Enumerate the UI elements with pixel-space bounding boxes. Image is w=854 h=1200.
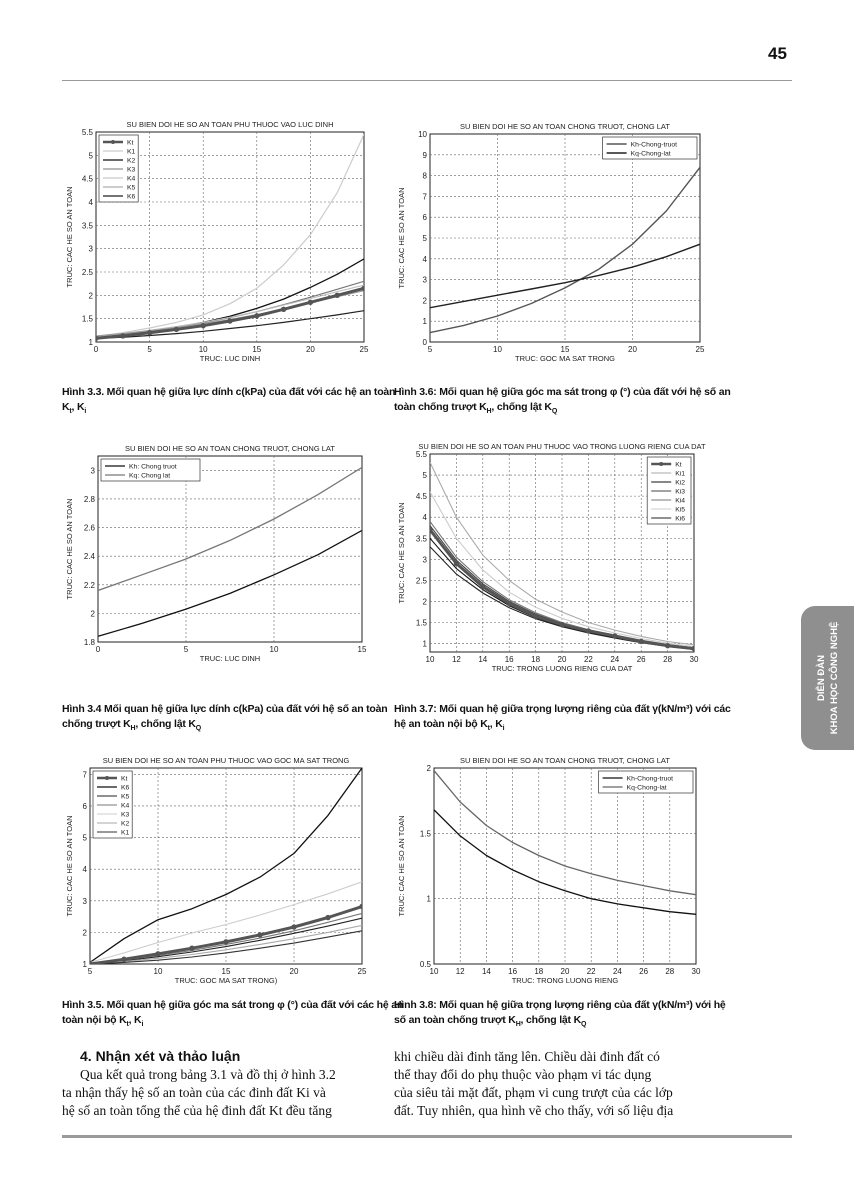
y-tick-label: 2 xyxy=(90,609,95,619)
x-axis-label: TRUC: GOC MA SAT TRONG) xyxy=(174,976,278,985)
legend-label: K4 xyxy=(127,175,136,183)
legend-label: Kq-Chong-lat xyxy=(626,784,667,792)
series-point xyxy=(255,314,259,318)
x-tick-label: 5 xyxy=(427,345,433,354)
legend xyxy=(599,771,693,793)
body-right-line-4: đất. Tuy nhiên, qua hình vẽ cho thấy, với số liệu địa xyxy=(394,1103,674,1118)
y-axis-label: TRUC: CAC HE SO AN TOAN xyxy=(397,187,406,289)
footer-divider xyxy=(62,1135,792,1138)
x-tick-label: 28 xyxy=(665,967,675,976)
series-point xyxy=(147,330,151,334)
chart-title: SU BIEN DOI HE SO AN TOAN PHU THUOC VAO LUC DINH xyxy=(126,120,334,129)
caption-fig35-line2: toàn nội bộ K xyxy=(62,1014,127,1026)
y-tick-label: 4 xyxy=(422,513,427,523)
y-tick-label: 7 xyxy=(82,770,87,780)
legend-label: Ki3 xyxy=(675,488,686,496)
header-divider xyxy=(62,80,792,81)
legend xyxy=(603,137,697,159)
legend-marker xyxy=(659,462,663,466)
legend-label: Kt xyxy=(675,461,682,469)
y-tick-label: 4.5 xyxy=(415,492,427,502)
caption-fig36-line2: toàn chống trượt K xyxy=(394,401,487,413)
x-tick-label: 10 xyxy=(425,655,435,664)
x-tick-label: 15 xyxy=(221,967,231,976)
y-tick-label: 2 xyxy=(422,597,427,607)
chart-title: SU BIEN DOI HE SO AN TOAN CHONG TRUOT, CHONG LAT xyxy=(460,756,670,765)
caption-fig37-line2: hệ an toàn nội bộ K xyxy=(394,718,488,730)
series-point xyxy=(335,293,339,297)
caption-fig38-sub2: Q xyxy=(580,1021,587,1029)
y-tick-label: 2.5 xyxy=(81,268,93,277)
y-tick-label: 1 xyxy=(88,338,93,347)
x-tick-label: 5 xyxy=(147,345,152,354)
legend-label: K6 xyxy=(121,784,130,792)
legend-label: K5 xyxy=(127,184,136,192)
legend xyxy=(93,771,132,838)
caption-fig36 xyxy=(394,385,774,419)
y-tick-label: 6 xyxy=(422,213,427,223)
chart-fig33 xyxy=(62,118,374,368)
legend-label: K5 xyxy=(121,793,130,801)
body-left-line-1: Qua kết quả trong bảng 3.1 và đồ thị ở hình 3.2 xyxy=(80,1067,336,1082)
x-tick-label: 24 xyxy=(612,967,622,976)
caption-fig36-mid: , chống lật K xyxy=(491,401,552,413)
caption-fig33-sub1: t xyxy=(69,408,72,416)
y-tick-label: 0.5 xyxy=(419,960,431,969)
caption-fig33-line1: Hình 3.3. Mối quan hệ giữa lực dính c(kPa) của đất với các hệ an toàn xyxy=(62,386,396,398)
caption-fig38-line2: số an toàn chống trượt K xyxy=(394,1014,516,1026)
y-tick-label: 5 xyxy=(422,234,427,243)
chart-svg-fig38 xyxy=(394,750,706,985)
y-tick-label: 2.4 xyxy=(83,552,95,562)
y-tick-label: 2.8 xyxy=(83,494,95,504)
series-point xyxy=(228,319,232,323)
y-tick-label: 2 xyxy=(426,764,431,773)
caption-fig34-line1: Hình 3.4 Mối quan hệ giữa lực dính c(kPa) của đất với hệ số an toàn xyxy=(62,703,388,715)
caption-fig35-sub2: i xyxy=(141,1021,144,1029)
legend xyxy=(99,135,138,202)
y-tick-label: 1.8 xyxy=(83,638,95,647)
x-tick-label: 20 xyxy=(560,967,570,976)
caption-fig33-line2: K xyxy=(62,401,70,413)
x-axis-label: TRUC: TRONG LUONG RIENG CUA DAT xyxy=(491,664,633,673)
chart-fig34 xyxy=(62,436,374,671)
y-tick-label: 2 xyxy=(88,291,93,301)
series-point xyxy=(533,614,537,618)
x-tick-label: 18 xyxy=(534,967,544,976)
x-tick-label: 15 xyxy=(252,345,262,354)
caption-fig37-sep: , K xyxy=(489,718,503,730)
series-point xyxy=(308,300,312,304)
caption-fig35-sep: , K xyxy=(128,1014,142,1026)
x-tick-label: 12 xyxy=(451,655,461,664)
legend-label: K3 xyxy=(127,166,136,174)
x-tick-label: 10 xyxy=(429,967,439,976)
x-tick-label: 28 xyxy=(663,655,673,664)
chart-svg-fig37 xyxy=(394,436,706,676)
series-point xyxy=(454,561,458,565)
y-tick-label: 1 xyxy=(426,894,431,904)
body-right-column xyxy=(394,1048,712,1120)
x-tick-label: 20 xyxy=(305,345,315,354)
series-point xyxy=(362,286,366,290)
y-axis-label: TRUC: CAC HE SO AN TOAN xyxy=(65,815,74,917)
legend-label: K6 xyxy=(127,193,136,201)
caption-fig33 xyxy=(62,385,442,419)
y-tick-label: 5 xyxy=(88,151,93,161)
legend-label: K2 xyxy=(121,820,130,828)
caption-fig35-sub1: t xyxy=(126,1021,129,1029)
x-axis-label: TRUC: LUC DINH xyxy=(199,654,261,663)
plot-area xyxy=(98,456,362,642)
x-axis-label: TRUC: GOC MA SAT TRONG xyxy=(514,354,616,363)
x-tick-label: 14 xyxy=(478,655,488,664)
series-point xyxy=(586,629,590,633)
legend xyxy=(647,457,691,524)
series-point xyxy=(360,904,364,908)
chart-title: SU BIEN DOI HE SO AN TOAN PHU THUOC VAO TRONG LUONG RIENG CUA DAT xyxy=(418,442,706,451)
y-tick-label: 1 xyxy=(422,639,427,649)
chart-title: SU BIEN DOI HE SO AN TOAN PHU THUOC VAO GOC MA SAT TRONG xyxy=(102,756,350,765)
x-tick-label: 10 xyxy=(493,345,502,354)
caption-fig38 xyxy=(394,998,774,1032)
legend-label: Kh-Chong-truot xyxy=(630,141,678,149)
chart-fig37 xyxy=(394,436,706,676)
chart-fig38 xyxy=(394,750,706,985)
caption-fig36-sub1: H xyxy=(486,408,492,416)
x-tick-label: 5 xyxy=(183,645,189,654)
y-tick-label: 5.5 xyxy=(415,450,427,459)
caption-fig35-line1: Hình 3.5. Mối quan hệ giữa góc ma sát trong φ (°) của đất với các hệ an xyxy=(62,999,404,1011)
x-tick-label: 25 xyxy=(359,345,369,354)
series-point xyxy=(507,601,511,605)
series-point xyxy=(560,622,564,626)
y-tick-label: 2.5 xyxy=(415,576,427,586)
body-left-column xyxy=(62,1066,376,1120)
section-side-tab xyxy=(801,606,854,750)
y-tick-label: 2.6 xyxy=(83,523,95,533)
y-axis-label: TRUC: CAC HE SO AN TOAN xyxy=(397,815,406,917)
legend-label: Ki1 xyxy=(675,470,686,478)
x-tick-label: 30 xyxy=(689,655,699,664)
x-tick-label: 22 xyxy=(583,655,593,664)
y-tick-label: 4.5 xyxy=(81,174,93,184)
y-tick-label: 3 xyxy=(422,555,427,565)
y-tick-label: 3 xyxy=(88,244,93,254)
chart-svg-fig36 xyxy=(394,118,706,368)
chart-fig35 xyxy=(62,750,374,985)
caption-fig36-line1: Hình 3.6: Mối quan hệ giữa góc ma sát trong φ (°) của đất với hệ số an xyxy=(394,386,731,398)
caption-fig38-mid: , chống lật K xyxy=(520,1014,581,1026)
y-tick-label: 1 xyxy=(82,960,87,969)
legend-label: Kq-Chong-lat xyxy=(630,150,671,158)
series-point xyxy=(224,940,228,944)
legend-marker xyxy=(105,776,109,780)
series-point xyxy=(201,323,205,327)
series-point xyxy=(481,585,485,589)
body-left-line-2: ta nhận thấy hệ số an toàn của các đinh đất Ki và xyxy=(62,1085,326,1100)
series-point xyxy=(639,639,643,643)
y-tick-label: 1.5 xyxy=(81,314,93,324)
y-tick-label: 2.2 xyxy=(83,580,95,590)
caption-fig38-sub1: H xyxy=(515,1021,521,1029)
section-heading: 4. Nhận xét và thảo luận xyxy=(80,1048,241,1064)
body-right-line-2: thể thay đổi do phụ thuộc vào phạm vi tác dụng xyxy=(394,1067,652,1082)
legend-label: Kq: Chong lat xyxy=(129,472,171,480)
y-tick-label: 9 xyxy=(422,150,427,160)
x-tick-label: 20 xyxy=(628,345,637,354)
y-tick-label: 5.5 xyxy=(81,128,93,137)
x-tick-label: 10 xyxy=(153,967,163,976)
x-axis-label: TRUC: LUC DINH xyxy=(199,354,261,363)
series-point xyxy=(258,933,262,937)
caption-fig36-sub2: Q xyxy=(551,408,558,416)
legend-marker xyxy=(111,140,115,144)
x-tick-label: 20 xyxy=(557,655,567,664)
y-tick-label: 8 xyxy=(422,171,427,181)
legend-label: Ki2 xyxy=(675,479,686,487)
series-point xyxy=(428,528,432,532)
body-left-line-3: hệ số an toàn tổng thể của hệ đinh đất Kt đều tăng xyxy=(62,1103,332,1118)
x-tick-label: 18 xyxy=(531,655,541,664)
caption-fig35 xyxy=(62,998,442,1032)
legend-label: Kt xyxy=(127,139,134,147)
caption-fig34-mid: , chống lật K xyxy=(135,718,196,730)
series-point xyxy=(292,925,296,929)
legend-label: Kt xyxy=(121,775,128,783)
chart-svg-fig34 xyxy=(62,436,374,671)
y-tick-label: 7 xyxy=(422,192,427,202)
y-tick-label: 6 xyxy=(82,801,87,811)
y-tick-label: 4 xyxy=(82,865,87,875)
caption-fig33-sep: , K xyxy=(71,401,85,413)
series-point xyxy=(326,915,330,919)
series-point xyxy=(190,946,194,950)
caption-fig37-sub1: t xyxy=(487,725,490,733)
legend-label: K1 xyxy=(127,148,136,156)
legend-label: K1 xyxy=(121,829,130,837)
x-tick-label: 5 xyxy=(87,967,93,976)
x-tick-label: 30 xyxy=(691,967,701,976)
legend-label: Ki6 xyxy=(675,515,686,523)
caption-fig38-line1: Hình 3.8: Mối quan hệ giữa trọng lượng riêng của đất γ(kN/m³) với hệ xyxy=(394,999,726,1011)
legend-label: K3 xyxy=(121,811,130,819)
x-tick-label: 0 xyxy=(93,345,99,354)
caption-fig37-line1: Hình 3.7: Mối quan hệ giữa trọng lượng riêng của đất γ(kN/m³) với các xyxy=(394,703,731,715)
x-tick-label: 20 xyxy=(289,967,299,976)
x-tick-label: 26 xyxy=(639,967,649,976)
side-tab-line1: DIỄN ĐÀN xyxy=(815,655,827,701)
series-point xyxy=(94,336,98,340)
x-tick-label: 25 xyxy=(695,345,705,354)
series-point xyxy=(281,307,285,311)
caption-fig37-sub2: i xyxy=(502,725,505,733)
legend-label: Ki4 xyxy=(675,497,686,505)
x-tick-label: 12 xyxy=(455,967,465,976)
series-point xyxy=(121,334,125,338)
series-point xyxy=(122,957,126,961)
caption-fig37 xyxy=(394,702,774,736)
x-tick-label: 15 xyxy=(357,645,367,654)
x-tick-label: 22 xyxy=(586,967,596,976)
caption-fig34-sub2: Q xyxy=(195,725,201,733)
y-tick-label: 1 xyxy=(422,317,427,327)
side-tab-line2: KHOA HỌC CÔNG NGHỆ xyxy=(828,621,840,735)
legend xyxy=(101,459,200,481)
legend-label: Kh-Chong-truot xyxy=(626,775,674,783)
x-tick-label: 10 xyxy=(198,345,208,354)
chart-fig36 xyxy=(394,118,706,368)
y-tick-label: 2 xyxy=(422,296,427,306)
y-tick-label: 2 xyxy=(82,928,87,938)
series-point xyxy=(174,327,178,331)
y-tick-label: 4 xyxy=(422,254,427,264)
caption-fig33-sub2: i xyxy=(84,408,87,416)
legend-label: K2 xyxy=(127,157,136,165)
page-number: 45 xyxy=(768,44,787,63)
series-point xyxy=(88,962,92,966)
y-tick-label: 3 xyxy=(422,275,427,285)
chart-title: SU BIEN DOI HE SO AN TOAN CHONG TRUOT, CHONG LAT xyxy=(125,444,335,453)
caption-fig34-line2: chống trượt K xyxy=(62,718,131,730)
x-tick-label: 14 xyxy=(481,967,491,976)
legend-label: Ki5 xyxy=(675,506,686,514)
y-axis-label: TRUC: CAC HE SO AN TOAN xyxy=(397,502,406,604)
caption-fig34 xyxy=(62,702,442,736)
chart-svg-fig35 xyxy=(62,750,374,985)
y-tick-label: 3 xyxy=(90,466,95,476)
x-tick-label: 16 xyxy=(504,655,514,664)
x-tick-label: 16 xyxy=(508,967,518,976)
y-tick-label: 5 xyxy=(422,471,427,481)
series-point xyxy=(665,643,669,647)
x-tick-label: 25 xyxy=(357,967,367,976)
x-tick-label: 10 xyxy=(269,645,279,654)
y-tick-label: 5 xyxy=(82,833,87,843)
series-point xyxy=(613,634,617,638)
legend-label: K4 xyxy=(121,802,130,810)
x-tick-label: 0 xyxy=(95,645,101,654)
y-tick-label: 3 xyxy=(82,896,87,906)
chart-title: SU BIEN DOI HE SO AN TOAN CHONG TRUOT, CHONG LAT xyxy=(460,122,670,131)
series-point xyxy=(156,952,160,956)
body-right-line-1: khi chiều dài đinh tăng lên. Chiều dài đinh đất có xyxy=(394,1049,660,1064)
body-right-line-3: của siêu tải mặt đất, phạm vi cung trượt của các lớp xyxy=(394,1085,673,1100)
y-tick-label: 3.5 xyxy=(81,221,93,231)
y-tick-label: 3.5 xyxy=(415,534,427,544)
y-tick-label: 1.5 xyxy=(415,618,427,628)
series-point xyxy=(692,646,696,650)
x-tick-label: 26 xyxy=(636,655,646,664)
x-tick-label: 15 xyxy=(560,345,570,354)
y-axis-label: TRUC: CAC HE SO AN TOAN xyxy=(65,186,74,288)
y-tick-label: 1.5 xyxy=(419,829,431,839)
x-axis-label: TRUC: TRONG LUONG RIENG xyxy=(511,976,619,985)
y-tick-label: 10 xyxy=(418,130,427,139)
y-tick-label: 4 xyxy=(88,198,93,207)
legend-label: Kh: Chong truot xyxy=(129,463,177,471)
caption-fig34-sub1: H xyxy=(130,725,136,733)
x-tick-label: 24 xyxy=(610,655,620,664)
chart-svg-fig33 xyxy=(62,118,374,368)
y-tick-label: 0 xyxy=(422,338,427,347)
y-axis-label: TRUC: CAC HE SO AN TOAN xyxy=(65,498,74,600)
